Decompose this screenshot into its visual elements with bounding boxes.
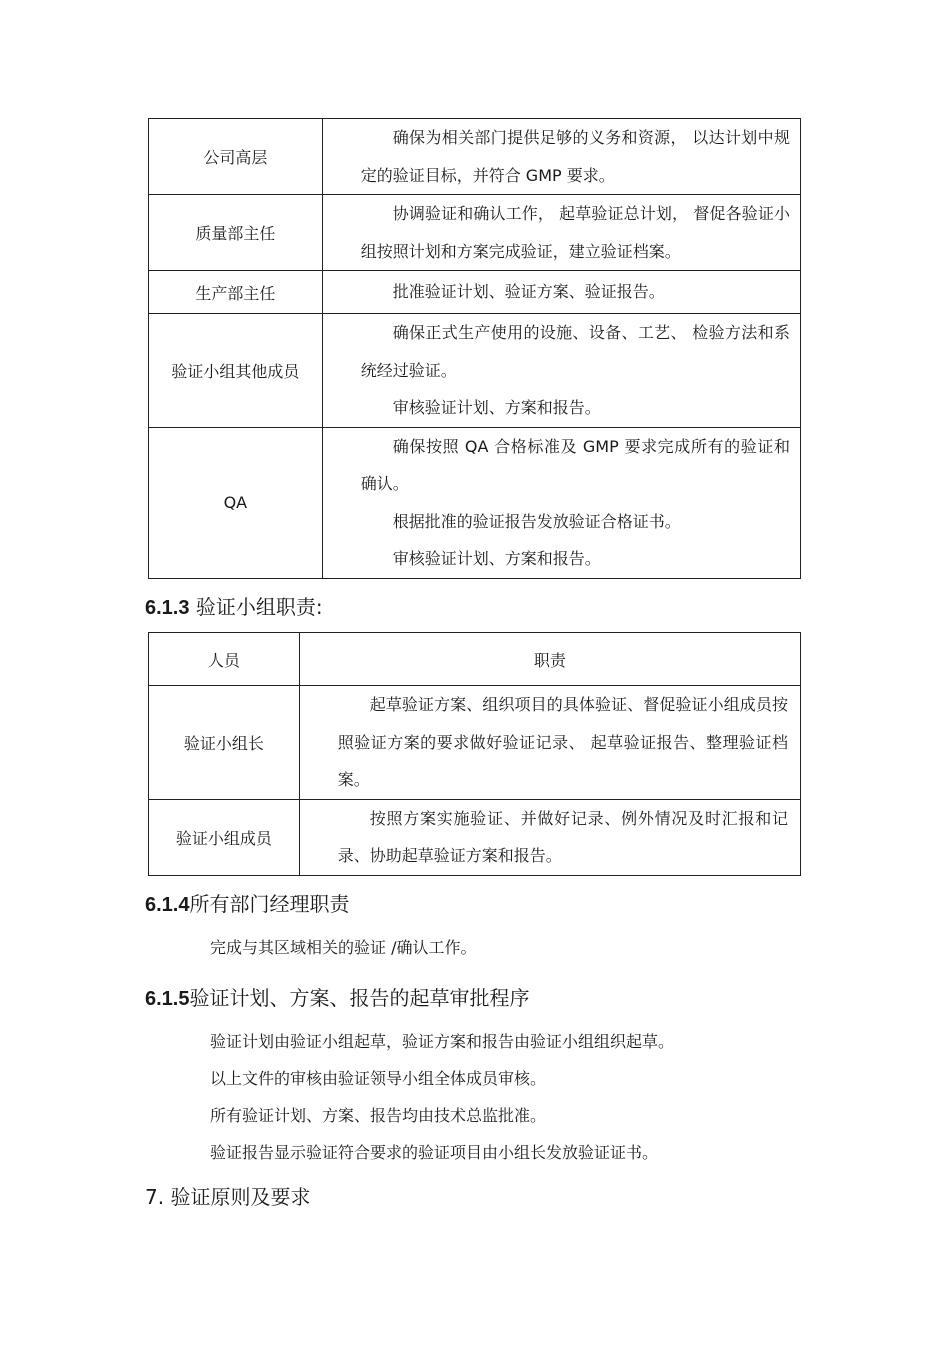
duty-cell: [322, 119, 800, 195]
table-row: [149, 271, 801, 314]
section-heading-6-1-5: [145, 982, 529, 1011]
responsibility-table: [148, 118, 801, 579]
section-heading-6-1-3: [145, 591, 323, 620]
duty-text: 批准验证计划、验证方案、验证报告。: [392, 282, 665, 302]
table-row: [149, 686, 801, 800]
duty-text: 按照方案实施验证、并做好记录、例外情况及时汇报和记录、协助起草验证方案和报告。: [337, 808, 788, 865]
table-row: [149, 119, 801, 195]
column-header: 人员: [149, 633, 300, 686]
body-paragraph: 以上文件的审核由验证领导小组全体成员审核。: [210, 1069, 547, 1088]
duty-text: 确保按照 QA 合格标准及 GMP 要求完成所有的验证和确认。: [360, 436, 790, 493]
section-heading-7: 7. 验证原则及要求: [145, 1185, 311, 1209]
section-number: 6.1.5: [145, 988, 190, 1010]
table-row: [149, 195, 801, 271]
body-paragraph: 完成与其区域相关的验证 /确认工作。: [210, 938, 477, 957]
duty-cell: [299, 686, 800, 800]
duty-text: 确保为相关部门提供足够的义务和资源， 以达计划中规定的验证目标，并符合 GMP 要求。: [360, 128, 790, 185]
section-heading-6-1-4: [145, 888, 349, 917]
body-paragraph: 验证报告显示验证符合要求的验证项目由小组长发放验证证书。: [210, 1143, 659, 1162]
body-paragraph: 验证计划由验证小组起草，验证方案和报告由验证小组组织起草。: [210, 1032, 675, 1051]
role-cell: 公司高层: [149, 119, 323, 195]
section-title: 验证计划、方案、报告的起草审批程序: [189, 986, 530, 1010]
duty-text: 审核验证计划、方案和报告。: [392, 398, 601, 417]
duty-cell: [322, 271, 800, 314]
section-number: 6.1.4: [145, 894, 190, 916]
table-row: [149, 427, 801, 578]
table-row: [149, 314, 801, 428]
duty-text: 协调验证和确认工作， 起草验证总计划， 督促各验证小组按照计划和方案完成验证，建立验证档案。: [360, 204, 790, 261]
column-header: 职责: [299, 633, 800, 686]
duty-text: 审核验证计划、方案和报告。: [392, 549, 601, 568]
duty-cell: [322, 427, 800, 578]
duty-text: 起草验证方案、组织项目的具体验证、督促验证小组成员按照验证方案的要求做好验证记录、 起草验证报告、整理验证档案。: [337, 695, 788, 789]
table-header-row: [149, 633, 801, 686]
role-cell: QA: [149, 427, 323, 578]
role-cell: 验证小组其他成员: [149, 314, 323, 428]
section-number: 6.1.3: [145, 597, 190, 619]
team-duty-table: [148, 632, 801, 876]
duty-text: 确保正式生产使用的设施、设备、工艺、 检验方法和系统经过验证。: [360, 323, 790, 380]
duty-cell: [299, 799, 800, 875]
section-title: 验证小组职责:: [195, 595, 323, 619]
role-cell: 验证小组成员: [149, 799, 300, 875]
duty-cell: [322, 195, 800, 271]
role-cell: 验证小组长: [149, 686, 300, 800]
body-paragraph: 所有验证计划、方案、报告均由技术总监批准。: [210, 1106, 547, 1125]
duty-cell: [322, 314, 800, 428]
role-cell: 生产部主任: [149, 271, 323, 314]
role-cell: 质量部主任: [149, 195, 323, 271]
section-title: 所有部门经理职责: [189, 892, 350, 916]
duty-text: 根据批准的验证报告发放验证合格证书。: [392, 511, 681, 531]
table-row: [149, 799, 801, 875]
